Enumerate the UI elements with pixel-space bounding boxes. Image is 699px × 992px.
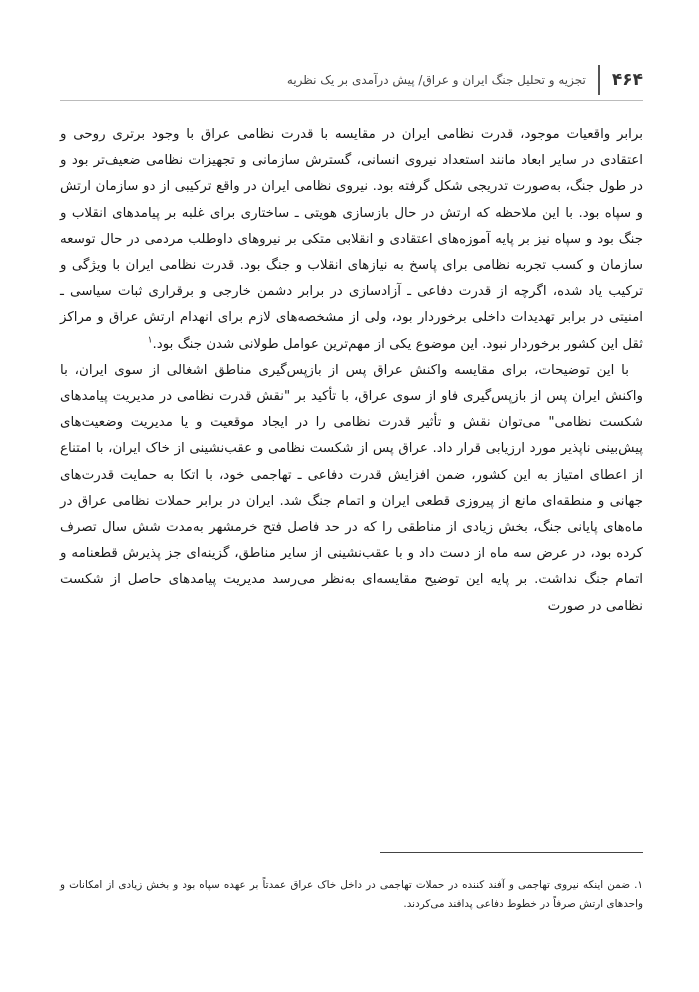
running-head <box>60 62 643 98</box>
running-title: تجزیه و تحلیل جنگ ایران و عراق/ پیش درآمدی بر یک نظریه <box>286 73 586 87</box>
header-divider <box>598 65 600 95</box>
paragraph <box>60 122 643 358</box>
header-rule <box>60 100 643 101</box>
footnote: ۱. ضمن اینکه نیروی تهاجمی و آفند کننده در حملات تهاجمی در داخل خاک عراق عمدتاً بر عهده سپاه بود و بخش زیادی از امکانات و واحدهای ارتش صرفاً در خطوط دفاعی پدافند می‌کردند. <box>60 879 643 910</box>
footnote-marker: ۱ <box>147 335 153 346</box>
paragraph-text: برابر واقعیات موجود، قدرت نظامی ایران در مقایسه با قدرت نظامی عراق با وجود برتری روحی و اعتقادی در سایر ابعاد مانند استعداد نیروی انسانی، گسترش سازمانی و تجهیزات نظامی ضعیف‌تر بود و در طول جنگ، به‌صورت تدریجی شکل گرفته بود. نیروی نظامی ایران در واقع ترکیبی از دو سازمان ارتش و سپاه بود. با این ملاحظه که ارتش در حال بازسازی هویتی ـ ساختاری برای غلبه بر پیامدهای انقلاب و جنگ بود و سپاه نیز بر پایه آموزه‌های اعتقادی و انقلابی متکی بر نیروهای داوطلب مردمی در حال توسعه سازمان و کسب تجربه نظامی برای پاسخ به نیازهای انقلاب و جنگ بود. قدرت نظامی ایران با ویژگی و ترکیب یاد شده، اگرچه از قدرت دفاعی ـ آزادسازی در برابر دشمن خارجی و برقراری ثبات سیاسی ـ امنیتی در برابر تهدیدات داخلی برخوردار بود، ولی از مشخصه‌های لازم برای انهدام ارتش عراق و مراکز ثقل این کشور برخوردار نبود. این موضوع یکی از مهم‌ترین عوامل طولانی شدن جنگ بود. <box>60 127 643 352</box>
footnote-rule <box>380 852 643 853</box>
page-number: ۴۶۴ <box>611 70 643 90</box>
paragraph-text: با این توضیحات، برای مقایسه واکنش عراق پس از بازپس‌گیری مناطق اشغالی از سوی ایران، با واکنش ایران پس از بازپس‌گیری فاو از سوی عراق، با تأکید بر "نقش قدرت نظامی در مدیریت پیامدهای شکست نظامی" می‌توان نقش و تأثیر قدرت نظامی را در ایجاد موقعیت و یا مدیریت وضعیت‌های پیش‌بینی ناپذیر مورد ارزیابی قرار داد. عراق پس از شکست نظامی و عقب‌نشینی از خاک ایران، با امتناع از اعطای امتیاز به این کشور، ضمن افزایش قدرت دفاعی ـ تهاجمی خود، با اتکا به حمایت قدرت‌های جهانی و منطقه‌ای مانع از پیروزی قطعی ایران و اتمام جنگ شد. ایران در برابر حملات نظامی عراق در ماه‌های پایانی جنگ، بخش زیادی از مناطقی را که در حد فاصل فتح خرمشهر به‌مدت شش سال تصرف کرده بود، در عرض سه ماه از دست داد و با عقب‌نشینی از سایر مناطق، گزینه‌ای جز پذیرش قطعنامه و اتمام جنگ نداشت. بر پایه این توضیح مقایسه‌ای به‌نظر می‌رسد مدیریت پیامدهای حاصل از شکست نظامی در صورت <box>60 362 643 614</box>
body-text <box>60 122 643 620</box>
paragraph <box>60 358 643 620</box>
footnotes <box>60 876 643 914</box>
